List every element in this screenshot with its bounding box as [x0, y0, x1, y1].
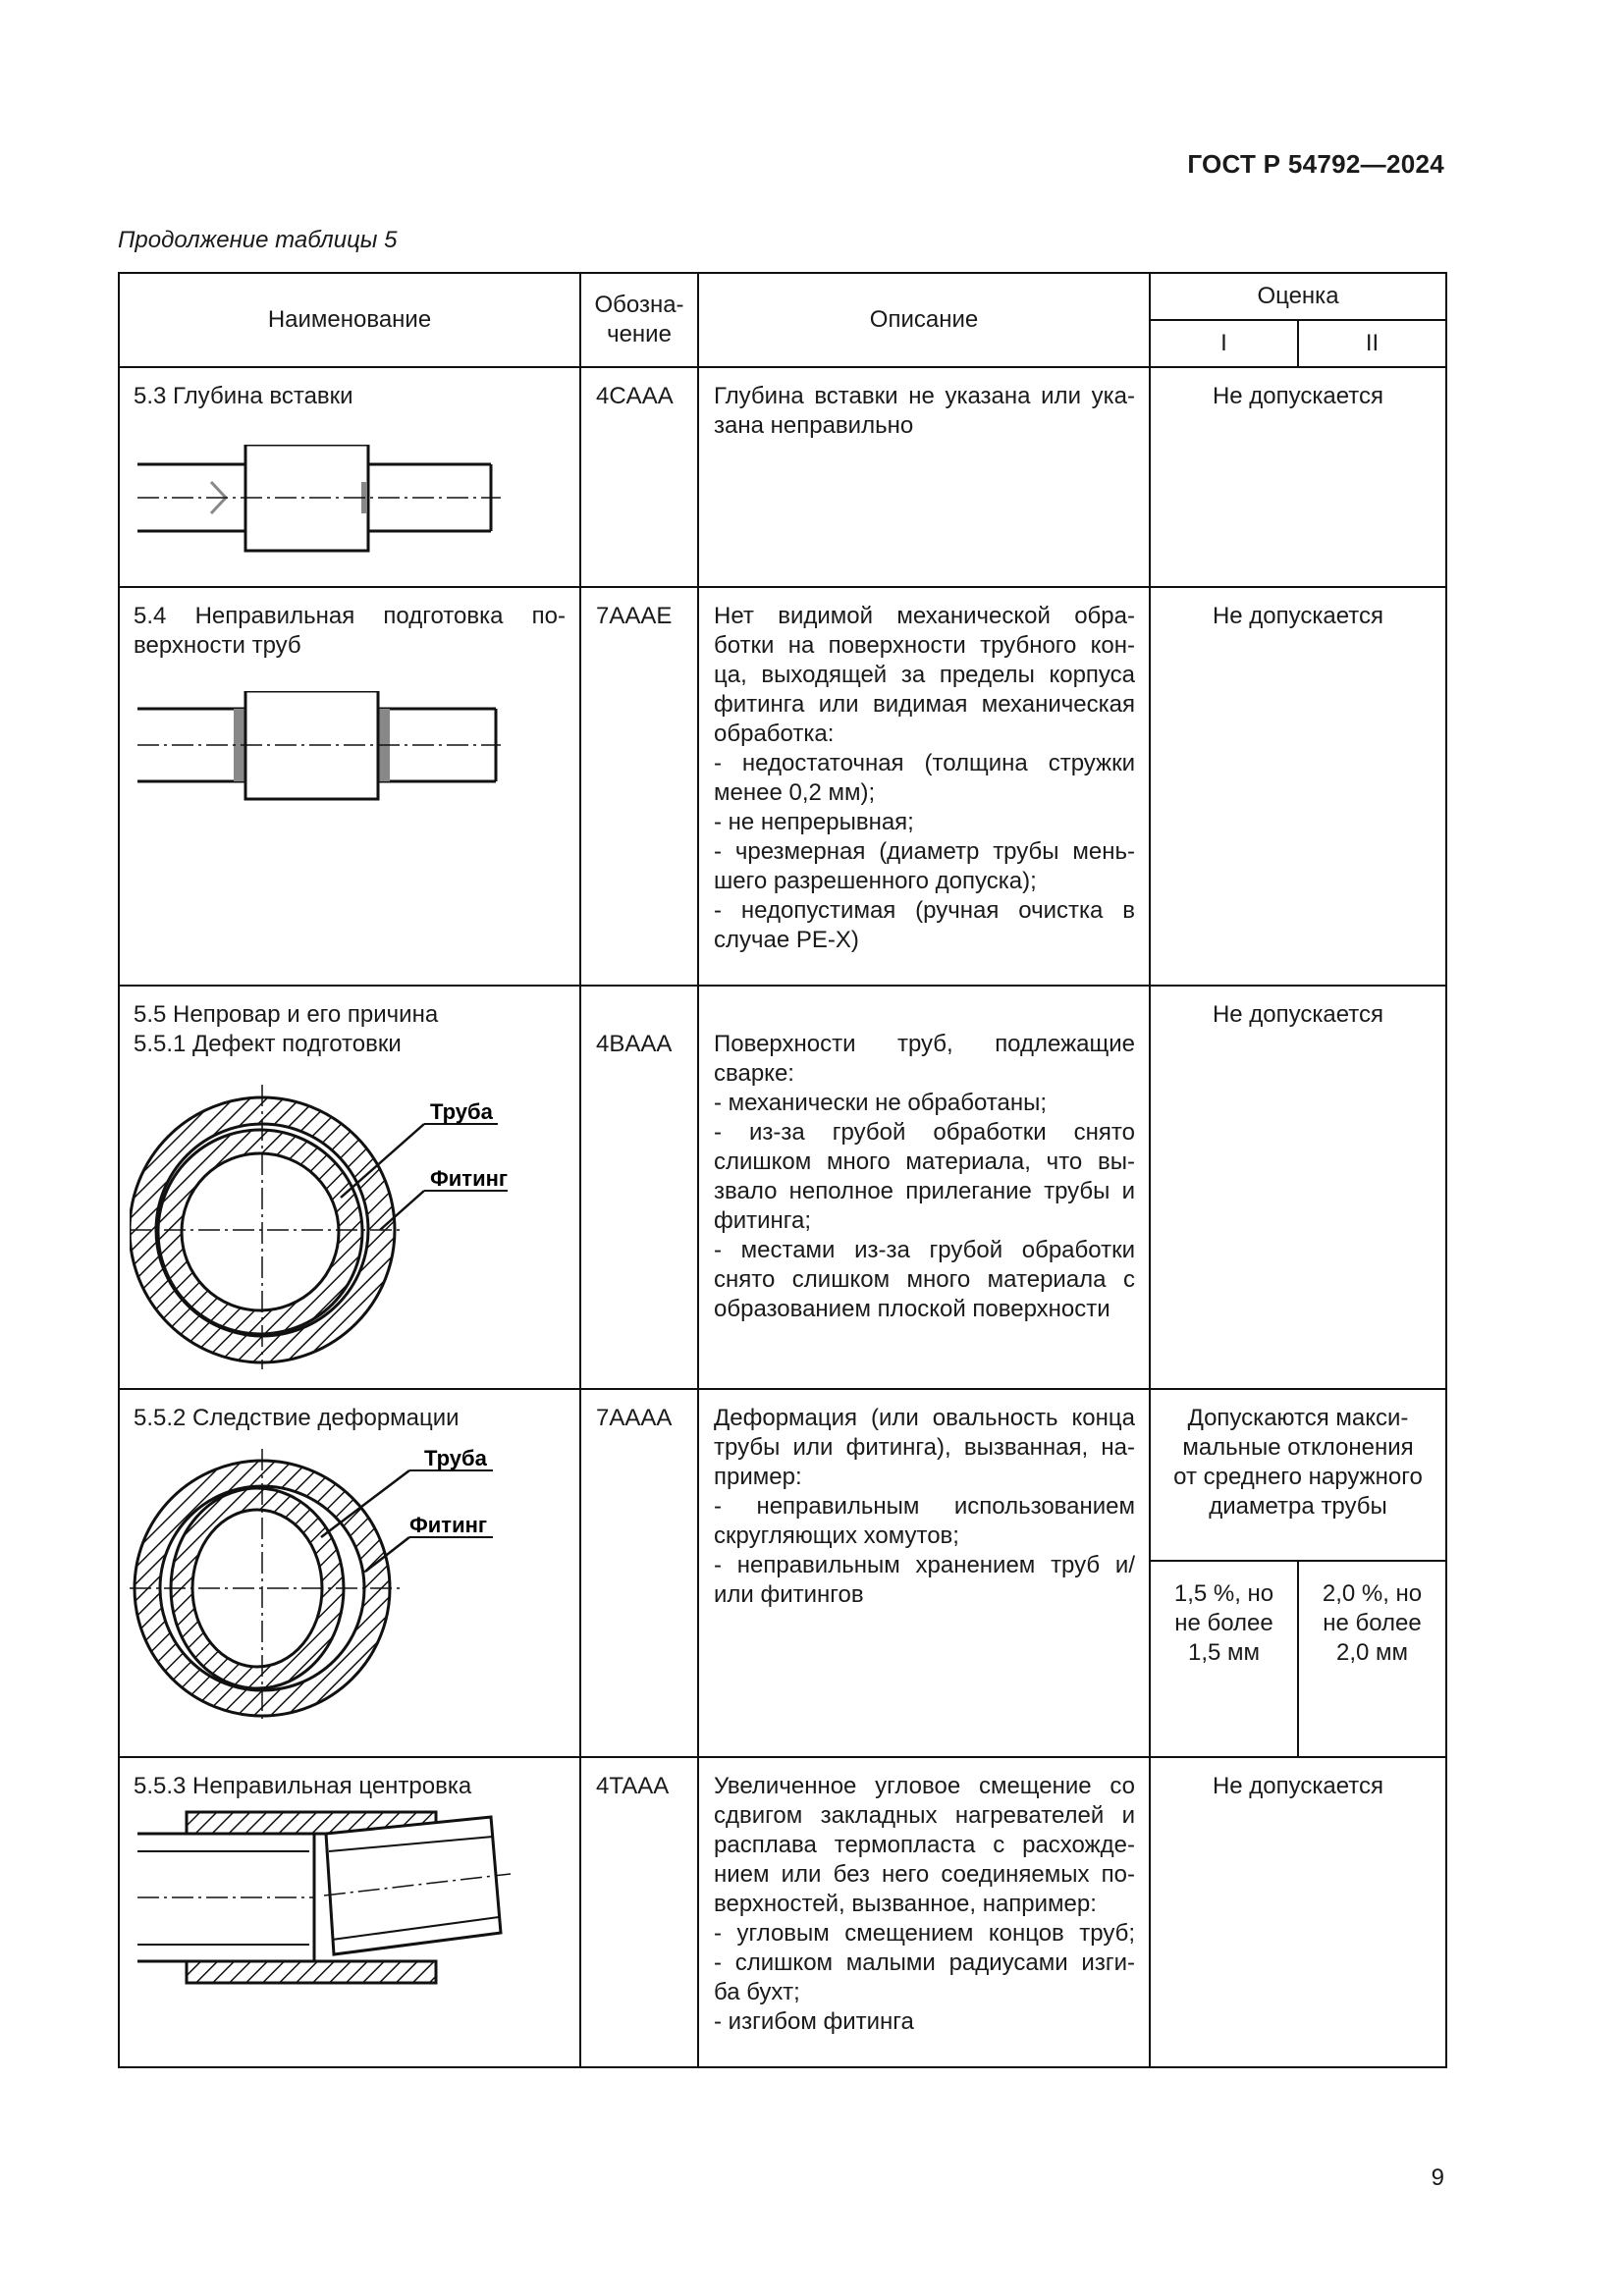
desc-line: Нет видимой механической обра- — [714, 603, 1135, 629]
row-description — [698, 367, 1150, 587]
col-header-code-line2: чение — [607, 321, 672, 347]
row-evaluation-top — [1150, 1389, 1446, 1561]
desc-line: Деформация (или овальность конца — [714, 1405, 1135, 1431]
desc-line: - слишком малыми радиусами изги- — [714, 1949, 1135, 1976]
row-evaluation-1 — [1150, 1561, 1298, 1757]
surface-prep-figure — [137, 691, 511, 809]
prep-defect-cross-section — [130, 1085, 562, 1369]
row-evaluation-2 — [1298, 1561, 1446, 1757]
desc-line: сдвигом закладных нагревателей и — [714, 1802, 1135, 1829]
desc-line: - недостаточная (толщина стружки — [714, 750, 1135, 776]
desc-line: ба бухт; — [714, 1979, 800, 2005]
desc-line: обработка: — [714, 721, 835, 747]
eval-line: от среднего наружного — [1173, 1464, 1423, 1490]
deformation-cross-section — [130, 1439, 562, 1724]
row-evaluation: Не допускается — [1150, 1757, 1446, 2067]
row-code: 7AAAA — [580, 1389, 698, 1757]
table-row — [119, 1389, 1446, 1561]
eval-line: 2,0 %, но — [1322, 1580, 1423, 1607]
desc-line: - местами из-за грубой обработки — [714, 1237, 1135, 1263]
row-title-line1: 5.5 Непровар и его причина — [134, 1001, 439, 1028]
misalignment-figure — [137, 1807, 550, 2003]
desc-line: - чрезмерная (диаметр трубы мень- — [714, 838, 1135, 865]
insertion-depth-figure — [137, 445, 511, 562]
eval-line: Допускаются макси- — [1187, 1405, 1409, 1431]
eval-line: не более — [1174, 1610, 1273, 1636]
row-evaluation: Не допускается — [1150, 587, 1446, 986]
page-number: 9 — [1431, 2164, 1444, 2191]
row-evaluation: Не допускается — [1150, 367, 1446, 587]
defects-table — [118, 272, 1447, 2068]
desc-line: Глубина вставки не указана или ука- — [714, 383, 1135, 409]
desc-line: слишком много материала, что вы- — [714, 1148, 1135, 1175]
desc-line: трубы или фитинга), вызванная, на- — [714, 1434, 1135, 1461]
row-evaluation: Не допускается — [1150, 986, 1446, 1389]
col-header-eval-2: II — [1298, 320, 1446, 367]
row-title-line2: верхности труб — [134, 632, 301, 659]
row-name — [119, 587, 580, 986]
row-description — [698, 587, 1150, 986]
desc-line: звало неполное прилегание трубы и — [714, 1178, 1135, 1204]
desc-line: случае PE-X) — [714, 927, 859, 953]
label-fitting: Фитинг — [430, 1166, 509, 1191]
table-header-row — [119, 273, 1446, 320]
row-code: 4BAAA — [580, 986, 698, 1389]
table-row — [119, 986, 1446, 1389]
row-title: 5.5.3 Неправильная центровка — [134, 1773, 472, 1799]
table-row — [119, 367, 1446, 587]
desc-line: или фитингов — [714, 1581, 864, 1608]
desc-line: Увеличенное угловое смещение со — [714, 1773, 1135, 1799]
desc-line: сварке: — [714, 1060, 794, 1087]
label-fitting: Фитинг — [409, 1513, 488, 1537]
desc-line: - не непрерывная; — [714, 809, 914, 835]
table-row — [119, 587, 1446, 986]
desc-line: - механически не обработаны; — [714, 1090, 1048, 1116]
eval-line: 1,5 %, но — [1173, 1580, 1274, 1607]
row-description — [698, 1389, 1150, 1757]
desc-line: менее 0,2 мм); — [714, 779, 876, 806]
col-header-code-line1: Обозна- — [594, 292, 684, 318]
standard-header: ГОСТ Р 54792—2024 — [1187, 149, 1444, 179]
label-pipe: Труба — [430, 1099, 493, 1124]
desc-line: фитинга или видимая механическая — [714, 691, 1135, 718]
desc-line: ботки на поверхности трубного кон- — [714, 632, 1135, 659]
label-pipe: Труба — [424, 1446, 487, 1470]
desc-line: пример: — [714, 1464, 802, 1490]
desc-line: расплава термопласта с расхожде- — [714, 1832, 1135, 1858]
row-code: 4TAAA — [580, 1757, 698, 2067]
desc-line: - из-за грубой обработки снято — [714, 1119, 1135, 1146]
eval-line: мальные отклонения — [1182, 1434, 1414, 1461]
desc-line: - неправильным хранением труб и/ — [714, 1552, 1135, 1578]
desc-line: Поверхности труб, подлежащие — [714, 1031, 1135, 1057]
desc-line: - неправильным использованием — [714, 1493, 1135, 1520]
desc-line: - угловым смещением концов труб; — [714, 1920, 1135, 1947]
row-description — [698, 986, 1150, 1389]
col-header-code — [580, 273, 698, 367]
desc-line: снято слишком много материала с — [714, 1266, 1135, 1293]
col-header-description: Описание — [698, 273, 1150, 367]
row-code: 7AAAE — [580, 587, 698, 986]
row-title-line1: 5.4 Неправильная подготовка по- — [134, 603, 566, 629]
table-caption: Продолжение таблицы 5 — [118, 227, 398, 253]
row-name — [119, 1389, 580, 1757]
desc-line: фитинга; — [714, 1207, 812, 1234]
row-name — [119, 1757, 580, 2067]
row-code: 4CAAA — [580, 367, 698, 587]
desc-line: скругляющих хомутов; — [714, 1522, 959, 1549]
row-name — [119, 367, 580, 587]
desc-line: верхностей, вызванное, например: — [714, 1891, 1097, 1917]
row-title: 5.3 Глубина вставки — [134, 383, 353, 409]
eval-line: не более — [1323, 1610, 1422, 1636]
col-header-eval-1: I — [1150, 320, 1298, 367]
desc-line: образованием плоской поверхности — [714, 1296, 1110, 1322]
eval-line: 2,0 мм — [1335, 1639, 1409, 1666]
eval-line: 1,5 мм — [1187, 1639, 1261, 1666]
desc-line: - изгибом фитинга — [714, 2008, 914, 2035]
desc-line: ца, выходящей за пределы корпуса — [714, 662, 1135, 688]
desc-line: нием или без него соединяемых по- — [714, 1861, 1135, 1888]
row-title-line2: 5.5.1 Дефект подготовки — [134, 1031, 402, 1057]
desc-line: зана неправильно — [714, 412, 914, 439]
desc-line: шего разрешенного допуска); — [714, 868, 1037, 894]
row-title: 5.5.2 Следствие деформации — [134, 1405, 460, 1431]
desc-line: - недопустимая (ручная очистка в — [714, 897, 1135, 924]
col-header-evaluation: Оценка — [1150, 273, 1446, 320]
row-description — [698, 1757, 1150, 2067]
table-row — [119, 1757, 1446, 2067]
col-header-name: Наименование — [119, 273, 580, 367]
row-name — [119, 986, 580, 1389]
eval-line: диаметра трубы — [1209, 1493, 1387, 1520]
